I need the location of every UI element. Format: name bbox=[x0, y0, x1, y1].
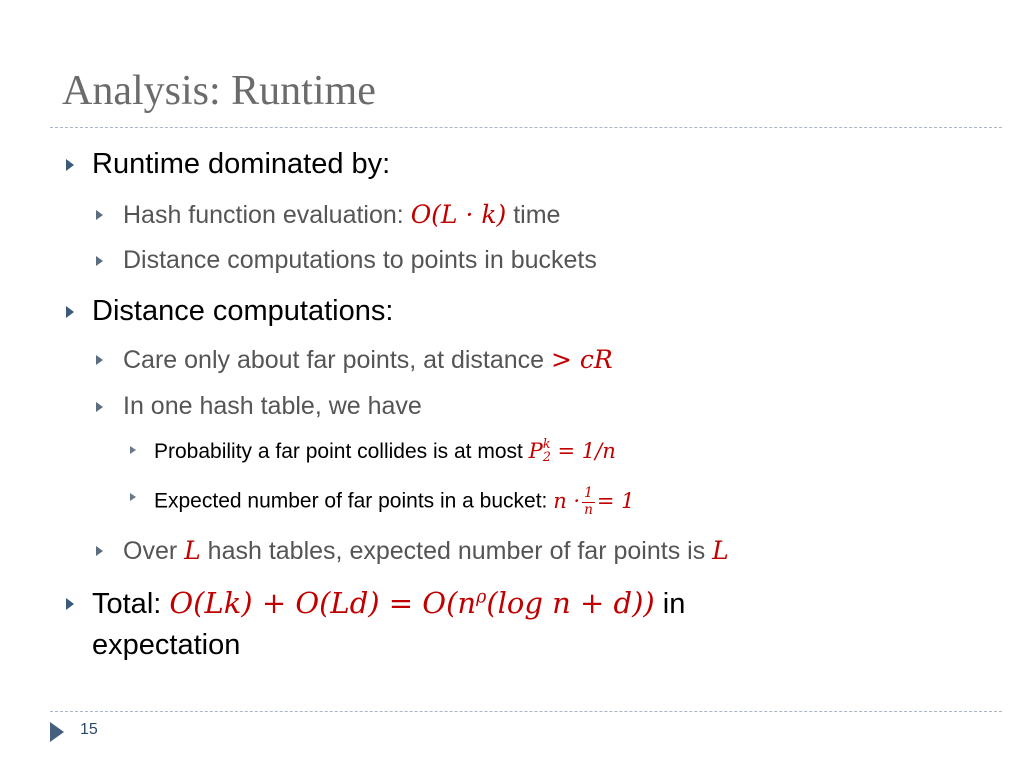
math-collision-probability bbox=[528, 436, 616, 464]
bullet-distance-computations bbox=[92, 297, 393, 326]
bullet-text: Care only about far points, at distance bbox=[123, 346, 552, 374]
math-l-result: L bbox=[712, 536, 729, 565]
footer-arrow-icon bbox=[50, 722, 64, 742]
bullet-text-suffix: time bbox=[506, 201, 561, 229]
bullet-one-hash-table bbox=[123, 394, 422, 419]
bullet-arrow-icon bbox=[130, 446, 136, 454]
bullet-arrow-icon bbox=[66, 306, 74, 318]
bullet-text: Probability a far point collides is at most bbox=[154, 440, 529, 464]
title-divider bbox=[50, 127, 1002, 128]
bullet-total-continuation bbox=[92, 631, 240, 660]
bullet-over-l-tables bbox=[123, 538, 729, 564]
bullet-distance-buckets bbox=[123, 248, 597, 273]
math-fraction-numerator: 1 bbox=[584, 485, 593, 501]
bullet-arrow-icon bbox=[96, 546, 103, 556]
bullet-arrow-icon bbox=[96, 210, 103, 220]
bullet-arrow-icon bbox=[130, 493, 136, 501]
math-l: L bbox=[184, 536, 201, 565]
bullet-text: Over bbox=[123, 537, 185, 565]
math-expected-b: = 1 bbox=[596, 488, 635, 513]
math-rho: ρ bbox=[476, 587, 487, 608]
bullet-text: Distance computations: bbox=[92, 295, 394, 327]
math-p: P bbox=[528, 439, 543, 464]
bullet-care-far-points bbox=[123, 347, 613, 373]
math-p-sub: 2 bbox=[542, 448, 551, 464]
bullet-text-suffix: in bbox=[654, 588, 686, 620]
bullet-arrow-icon bbox=[96, 402, 103, 412]
math-expected-a: n · bbox=[553, 488, 581, 513]
math-fraction-denominator: n bbox=[584, 501, 593, 518]
bullet-arrow-icon bbox=[96, 256, 103, 266]
bullet-text: Runtime dominated by: bbox=[92, 148, 391, 180]
math-total-runtime bbox=[169, 586, 654, 620]
bullet-collision-probability bbox=[154, 436, 616, 465]
math-p-rest: = 1/n bbox=[550, 439, 616, 464]
math-expected-count bbox=[553, 485, 635, 518]
bullet-arrow-icon bbox=[96, 355, 103, 365]
math-total-end: (log n + d)) bbox=[486, 586, 655, 620]
bullet-text: Expected number of far points in a bucket: bbox=[154, 489, 554, 513]
bullet-text: Distance computations to points in buckets bbox=[123, 246, 597, 274]
bullet-expected-far-points bbox=[154, 487, 634, 517]
bullet-text: In one hash table, we have bbox=[123, 392, 422, 420]
math-fraction bbox=[582, 487, 595, 517]
bullet-runtime-dominated bbox=[92, 150, 390, 179]
bullet-arrow-icon bbox=[66, 598, 74, 610]
bullet-arrow-icon bbox=[66, 159, 74, 171]
footer-divider bbox=[50, 711, 1002, 712]
math-p-sup: k bbox=[542, 436, 551, 451]
bullet-text: Hash function evaluation: bbox=[123, 201, 411, 229]
math-distance-threshold: > cR bbox=[551, 345, 613, 374]
bullet-text: Total: bbox=[92, 588, 170, 620]
bullet-hash-evaluation bbox=[123, 202, 560, 228]
math-total-main: O(Lk) + O(Ld) = O(n bbox=[169, 586, 477, 620]
bullet-total bbox=[92, 586, 686, 620]
bullet-text: hash tables, expected number of far points is bbox=[200, 537, 713, 565]
page-number: 15 bbox=[80, 721, 98, 738]
slide-title: Analysis: Runtime bbox=[62, 68, 376, 114]
math-p-indices bbox=[543, 438, 551, 463]
math-hash-cost: O(L · k) bbox=[410, 200, 507, 229]
bullet-text: expectation bbox=[92, 629, 241, 661]
